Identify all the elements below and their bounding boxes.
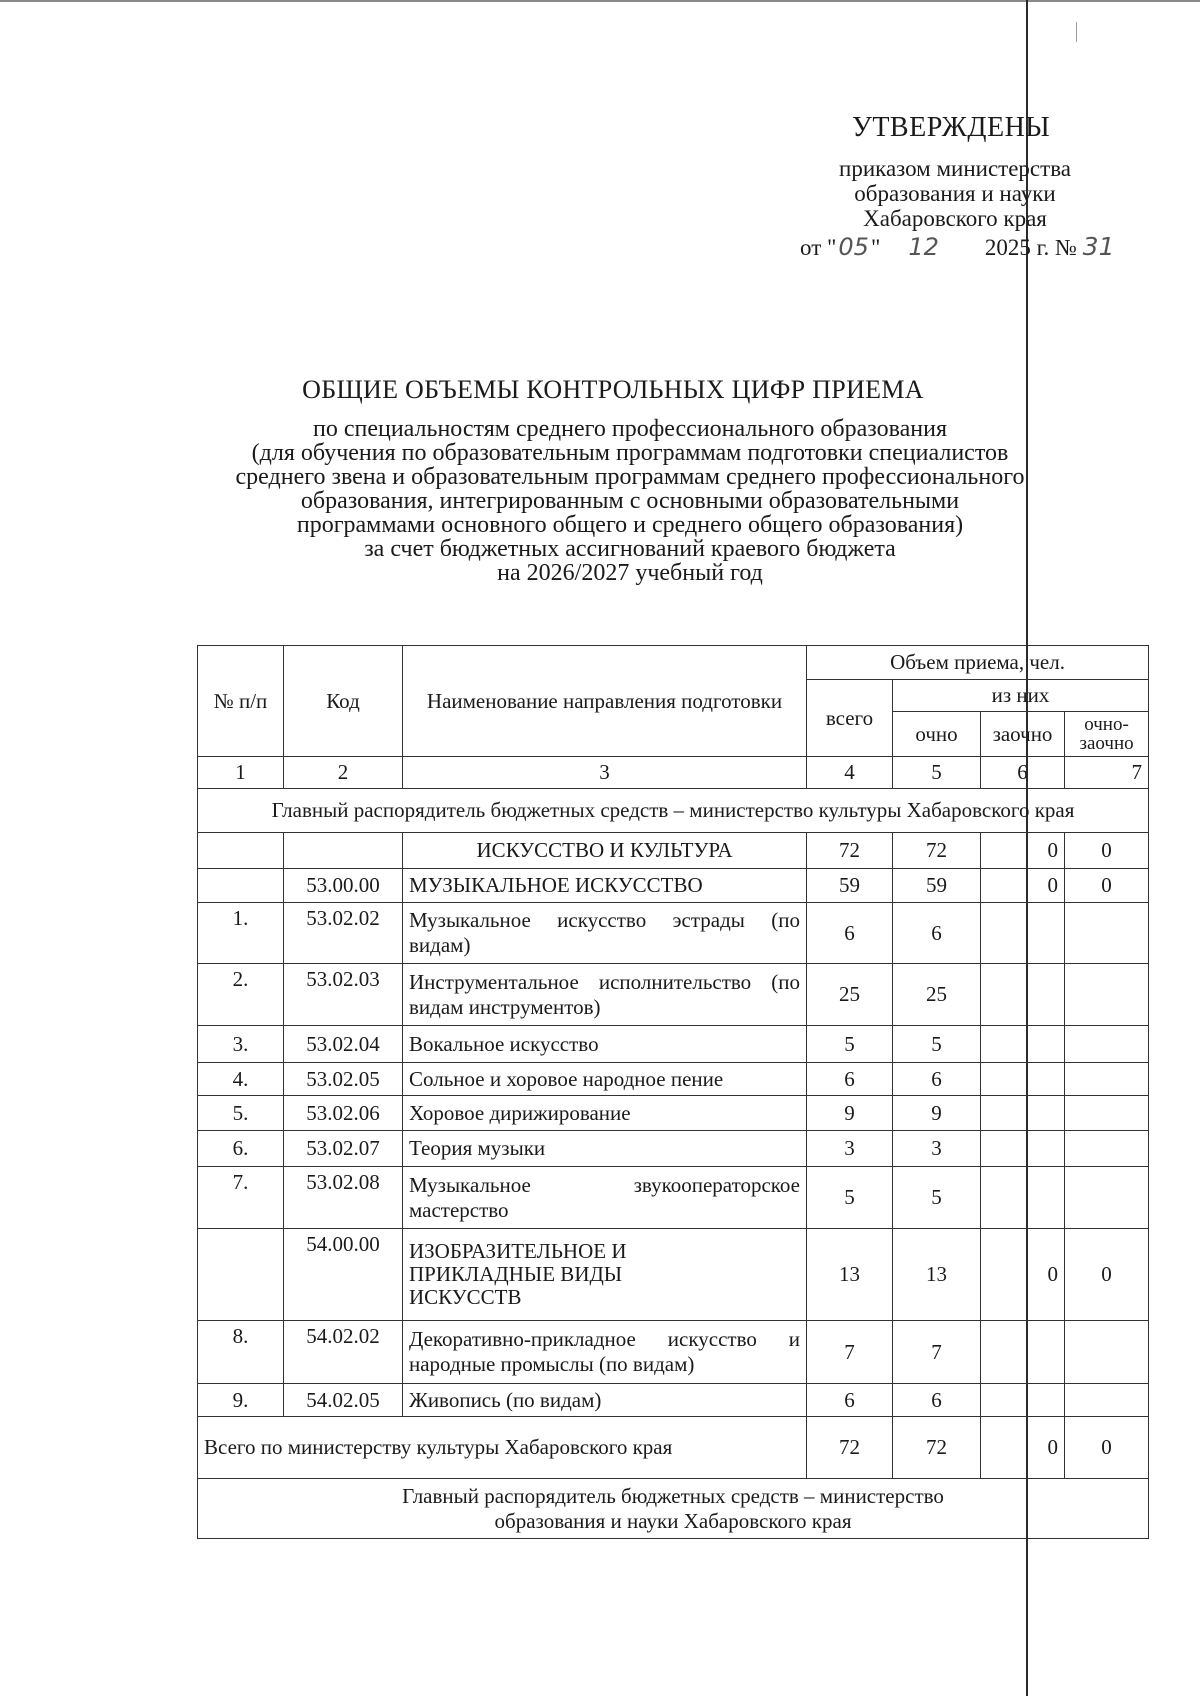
row-name: Вокальное искусство — [403, 1026, 807, 1063]
subtitle-line: (для обучения по образовательным программам подготовки специалистов — [251, 440, 1009, 466]
table-row — [198, 1026, 1149, 1063]
row-code: 53.00.00 — [284, 869, 403, 903]
row-name: Музыкальное звукооператорское мастерство — [403, 1167, 807, 1229]
row-code: 53.02.05 — [284, 1063, 403, 1096]
header-extramural: заочно — [981, 712, 1065, 757]
table-row — [198, 1229, 1149, 1321]
header-total: всего — [807, 680, 893, 757]
date-prefix: от " — [800, 235, 837, 260]
row-name: Живопись (по видам) — [403, 1384, 807, 1417]
row-num — [198, 1229, 284, 1321]
row-total: 72 — [807, 833, 893, 869]
row-extramural — [981, 903, 1065, 964]
col-number: 4 — [807, 757, 893, 789]
date-quote: " — [870, 235, 881, 260]
approval-stamp — [770, 112, 1140, 231]
handwritten-order-number: 31 — [1082, 232, 1115, 261]
table-row — [198, 1096, 1149, 1131]
scan-edge-line — [0, 0, 1200, 2]
row-full-time: 59 — [893, 869, 981, 903]
row-code: 53.02.02 — [284, 903, 403, 964]
row-num: 4. — [198, 1063, 284, 1096]
row-part-time — [1065, 1321, 1149, 1384]
document-title: ОБЩИЕ ОБЪЕМЫ КОНТРОЛЬНЫХ ЦИФР ПРИЕМА — [302, 375, 924, 404]
approval-date — [800, 232, 1114, 261]
row-name: Теория музыки — [403, 1131, 807, 1167]
row-part-time — [1065, 1063, 1149, 1096]
row-full-time: 3 — [893, 1131, 981, 1167]
row-code: 53.02.06 — [284, 1096, 403, 1131]
row-part-time: 0 — [1065, 1229, 1149, 1321]
row-total: 13 — [807, 1229, 893, 1321]
section-header-culture: Главный распорядитель бюджетных средств – министерство культуры Хабаровского края — [198, 789, 1149, 833]
row-total: 25 — [807, 964, 893, 1026]
row-extramural — [981, 1131, 1065, 1167]
header-code: Код — [284, 646, 403, 757]
row-extramural — [981, 1063, 1065, 1096]
header-full-time: очно — [893, 712, 981, 757]
row-num: 7. — [198, 1167, 284, 1229]
row-name: Музыкальное искусство эстрады (по видам) — [403, 903, 807, 964]
row-part-time — [1065, 1384, 1149, 1417]
approval-line-2: образования и науки — [854, 181, 1056, 206]
subtitle-line: образования, интегрированным с основными образовательными — [300, 488, 960, 514]
row-num — [198, 833, 284, 869]
col-number: 7 — [1065, 757, 1149, 789]
table-row — [198, 1131, 1149, 1167]
subtitle-line: по специальностям среднего профессионального образования — [312, 416, 947, 442]
total-full-time: 72 — [893, 1417, 981, 1479]
table-row — [198, 1321, 1149, 1384]
row-name: Декоративно-прикладное искусство и народные промыслы (по видам) — [403, 1321, 807, 1384]
table-row — [198, 833, 1149, 869]
row-num: 3. — [198, 1026, 284, 1063]
subtitle-line: среднего звена и образовательным программам среднего профессионального — [235, 464, 1025, 490]
table-row — [198, 1167, 1149, 1229]
handwritten-day: 05 — [838, 233, 869, 261]
col-number: 5 — [893, 757, 981, 789]
row-full-time: 5 — [893, 1026, 981, 1063]
row-total: 5 — [807, 1167, 893, 1229]
row-full-time: 7 — [893, 1321, 981, 1384]
row-name: ИСКУССТВО И КУЛЬТУРА — [403, 833, 807, 869]
row-name: Хоровое дирижирование — [403, 1096, 807, 1131]
col-number: 3 — [403, 757, 807, 789]
approval-line-3: Хабаровского края — [863, 206, 1047, 231]
table-row — [198, 964, 1149, 1026]
header-volume: Объем приема, чел. — [807, 646, 1149, 680]
row-full-time: 9 — [893, 1096, 981, 1131]
table-row — [198, 1384, 1149, 1417]
row-num: 9. — [198, 1384, 284, 1417]
approval-title: УТВЕРЖДЕНЫ — [852, 112, 1051, 143]
table-row — [198, 869, 1149, 903]
col-number: 2 — [284, 757, 403, 789]
row-part-time — [1065, 1167, 1149, 1229]
scan-artifact-mark — [1076, 22, 1077, 42]
header-num: № п/п — [198, 646, 284, 757]
row-part-time — [1065, 1026, 1149, 1063]
handwritten-month: 12 — [908, 233, 939, 261]
row-num: 2. — [198, 964, 284, 1026]
row-code: 53.02.07 — [284, 1131, 403, 1167]
document-subtitle — [180, 417, 1080, 585]
row-extramural — [981, 1384, 1065, 1417]
row-name: ИЗОБРАЗИТЕЛЬНОЕ И ПРИКЛАДНЫЕ ВИДЫ ИСКУССТВ — [403, 1229, 807, 1321]
row-code — [284, 833, 403, 869]
table-row — [198, 903, 1149, 964]
total-all: 72 — [807, 1417, 893, 1479]
row-extramural: 0 — [981, 1229, 1065, 1321]
row-full-time: 13 — [893, 1229, 981, 1321]
subtitle-line: на 2026/2027 учебный год — [497, 560, 763, 586]
header-part-time: очно-заочно — [1065, 712, 1149, 757]
row-code: 54.02.02 — [284, 1321, 403, 1384]
row-num: 6. — [198, 1131, 284, 1167]
total-label: Всего по министерству культуры Хабаровского края — [198, 1417, 807, 1479]
row-part-time — [1065, 964, 1149, 1026]
row-full-time: 6 — [893, 1384, 981, 1417]
header-of-them: из них — [893, 680, 1149, 712]
row-part-time — [1065, 903, 1149, 964]
row-full-time: 72 — [893, 833, 981, 869]
row-total: 5 — [807, 1026, 893, 1063]
row-full-time: 25 — [893, 964, 981, 1026]
row-code: 53.02.04 — [284, 1026, 403, 1063]
row-total: 6 — [807, 1063, 893, 1096]
col-number: 1 — [198, 757, 284, 789]
row-part-time: 0 — [1065, 869, 1149, 903]
row-part-time: 0 — [1065, 833, 1149, 869]
row-code: 53.02.08 — [284, 1167, 403, 1229]
row-extramural — [981, 1321, 1065, 1384]
section-header-education: Главный распорядитель бюджетных средств – министерство образования и науки Хабаровского края — [198, 1479, 1149, 1539]
row-name: Сольное и хоровое народное пение — [403, 1063, 807, 1096]
date-year: 2025 г. № — [984, 235, 1077, 260]
row-code: 54.02.05 — [284, 1384, 403, 1417]
row-total: 6 — [807, 1384, 893, 1417]
row-code: 54.00.00 — [284, 1229, 403, 1321]
row-num: 1. — [198, 903, 284, 964]
row-part-time — [1065, 1096, 1149, 1131]
row-total: 3 — [807, 1131, 893, 1167]
row-total: 6 — [807, 903, 893, 964]
section-total-row — [198, 1417, 1149, 1479]
row-name: Инструментальное исполнительство (по видам инструментов) — [403, 964, 807, 1026]
row-full-time: 6 — [893, 1063, 981, 1096]
row-num: 5. — [198, 1096, 284, 1131]
row-full-time: 5 — [893, 1167, 981, 1229]
row-extramural — [981, 964, 1065, 1026]
row-extramural — [981, 1026, 1065, 1063]
row-total: 59 — [807, 869, 893, 903]
col-number: 6 — [981, 757, 1065, 789]
subtitle-line: за счет бюджетных ассигнований краевого бюджета — [364, 536, 896, 562]
row-extramural: 0 — [981, 869, 1065, 903]
row-name: МУЗЫКАЛЬНОЕ ИСКУССТВО — [403, 869, 807, 903]
total-extramural: 0 — [981, 1417, 1065, 1479]
approval-line-1: приказом министерства — [839, 156, 1071, 181]
header-name: Наименование направления подготовки — [403, 646, 807, 757]
row-extramural — [981, 1096, 1065, 1131]
row-num: 8. — [198, 1321, 284, 1384]
row-full-time: 6 — [893, 903, 981, 964]
row-code: 53.02.03 — [284, 964, 403, 1026]
admission-table — [197, 645, 1149, 1539]
subtitle-line: программами основного общего и среднего общего образования) — [296, 512, 964, 538]
row-total: 9 — [807, 1096, 893, 1131]
row-num — [198, 869, 284, 903]
row-extramural: 0 — [981, 833, 1065, 869]
row-part-time — [1065, 1131, 1149, 1167]
table-row — [198, 1063, 1149, 1096]
row-total: 7 — [807, 1321, 893, 1384]
row-extramural — [981, 1167, 1065, 1229]
total-part-time: 0 — [1065, 1417, 1149, 1479]
